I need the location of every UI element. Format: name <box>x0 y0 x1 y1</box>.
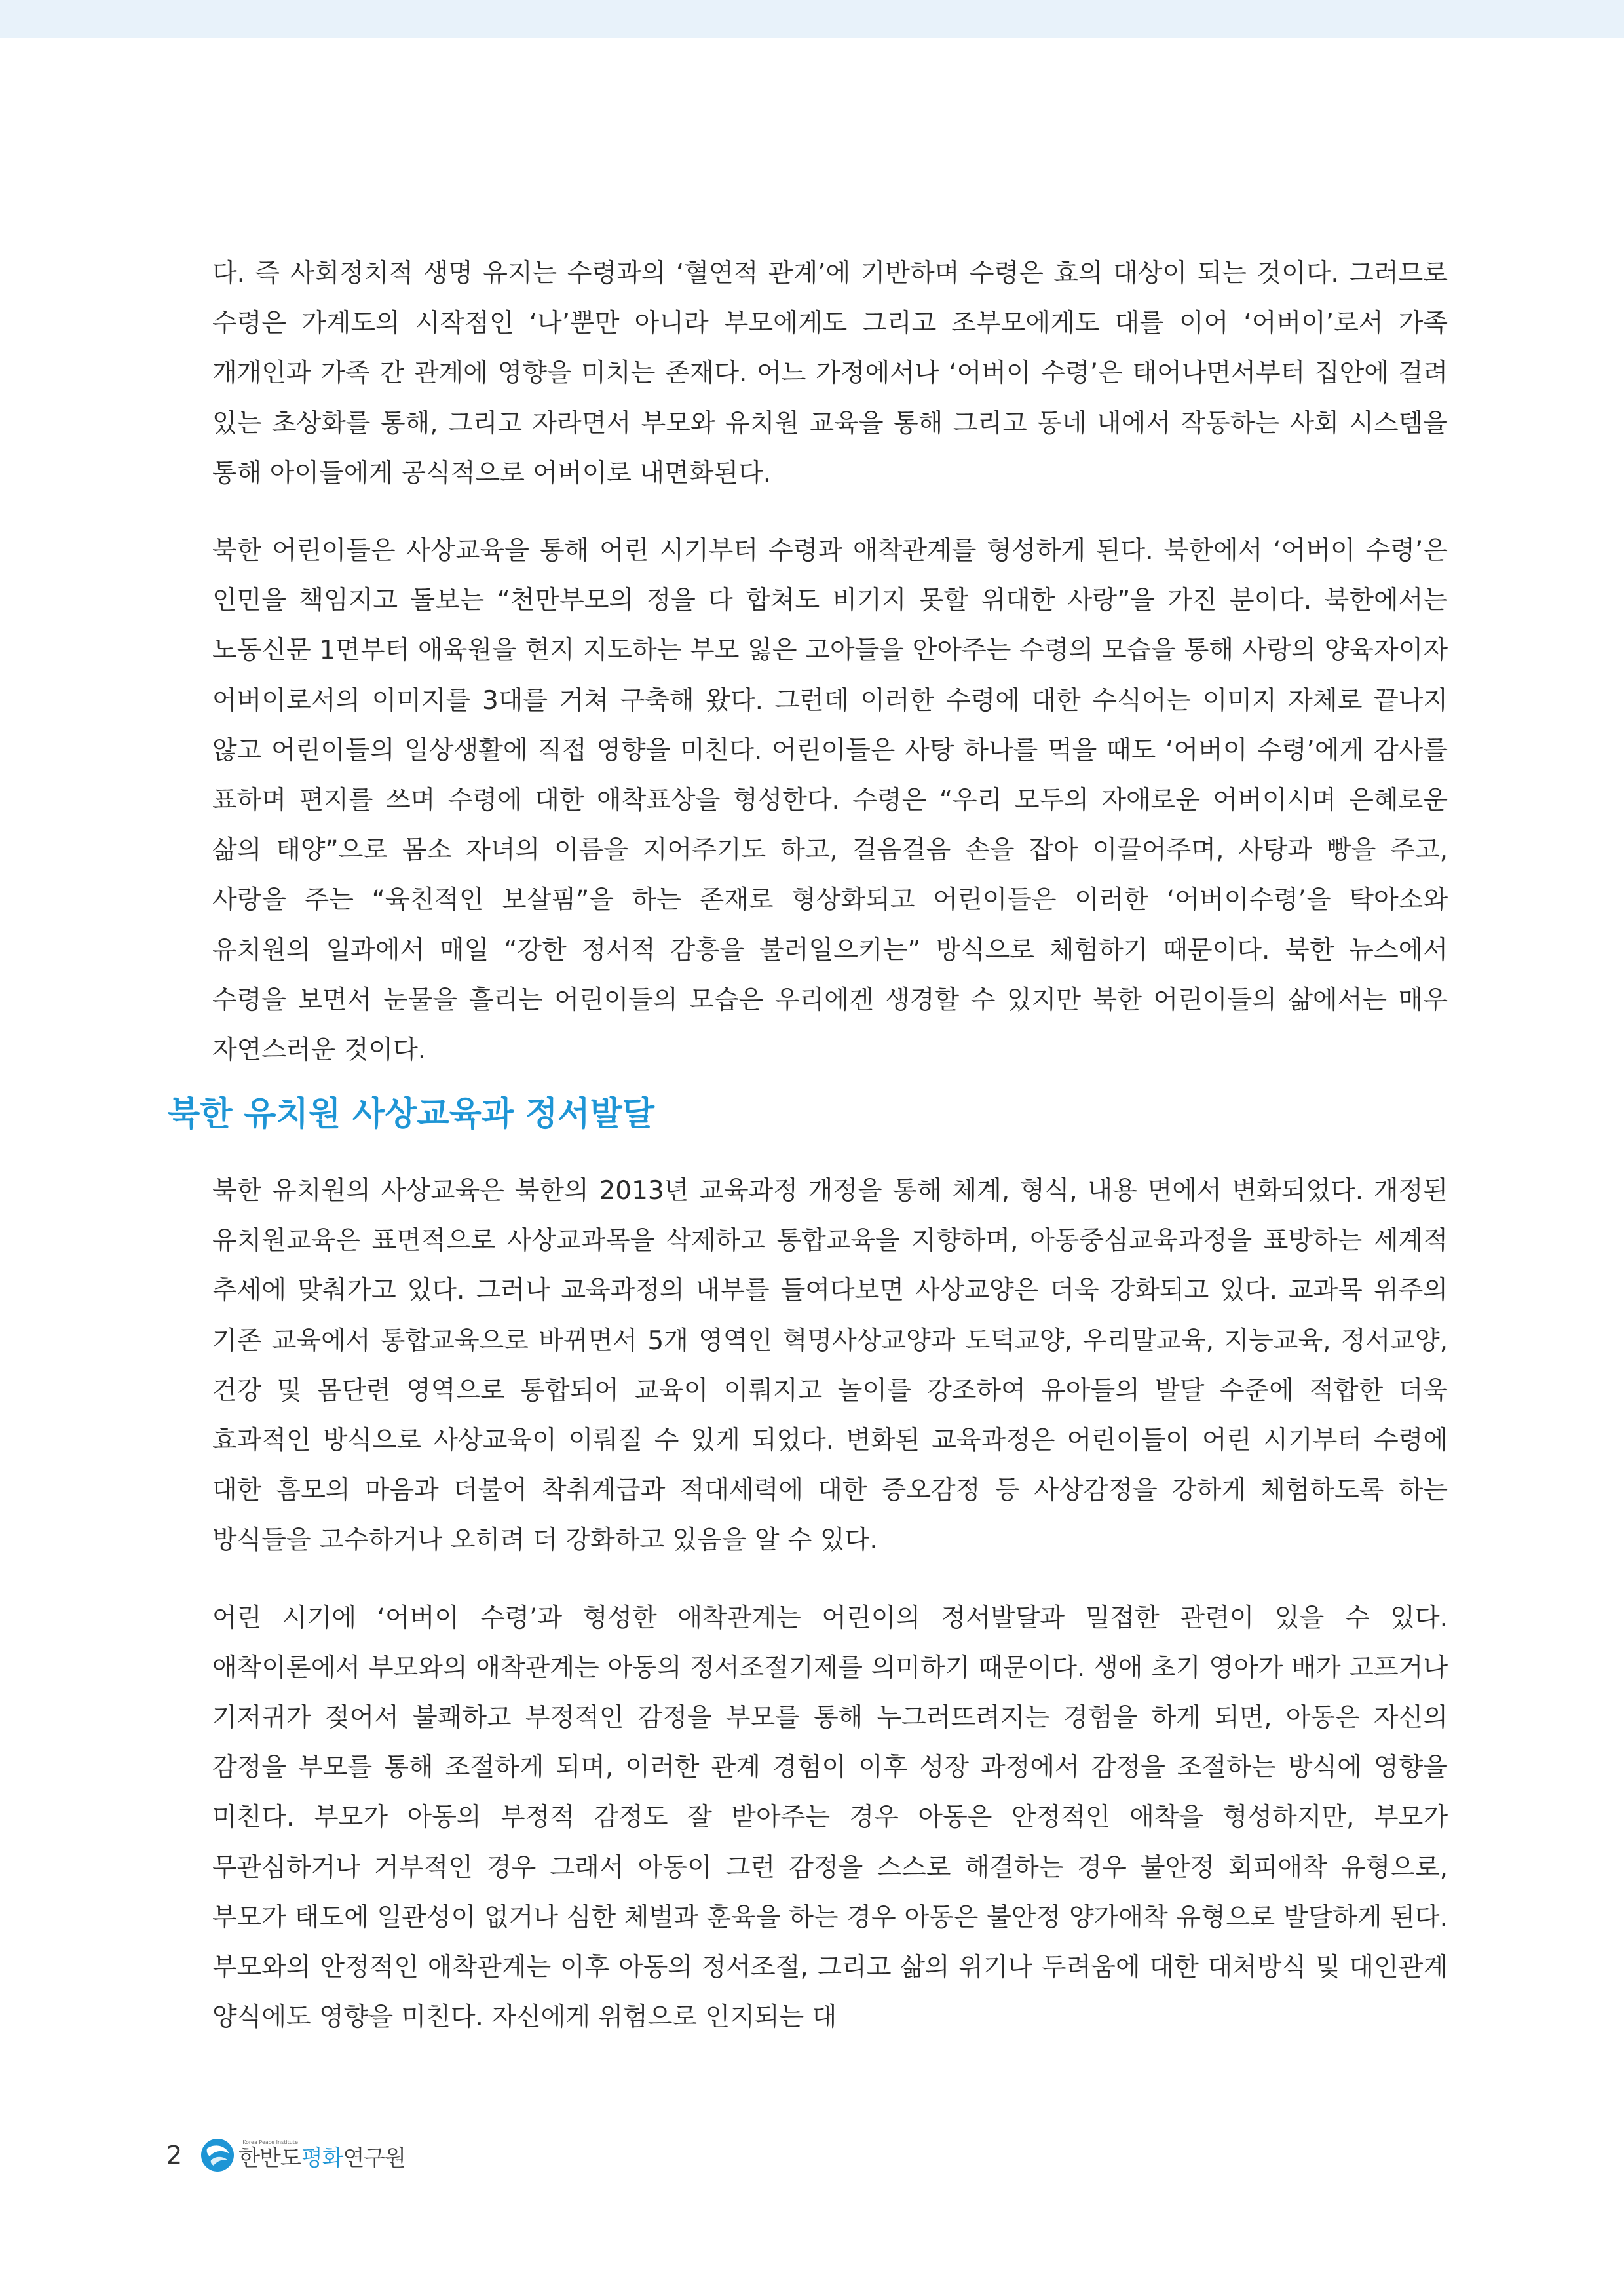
body-paragraph: 다. 즉 사회정치적 생명 유지는 수령과의 ‘혈연적 관계’에 기반하며 수령은 효의 대상이 되는 것이다. 그러므로 수령은 가계도의 시작점인 ‘나’뿐만 아니라 부모에게도 그리고 조부모에게도 대를 이어 ‘어버이’로서 가족 개개인과 가족 간 관계에 영향을 미치는 존재다. 어느 가정에서나 ‘어버이 수령’은 태어나면서부터 집안에 걸려 있는 초상화를 통해, 그리고 자라면서 부모와 유치원 교육을 통해 그리고 동네 내에서 작동하는 사회 시스템을 통해 아이들에게 공식적으로 어버이로 내면화된다. <box>212 259 1448 488</box>
body-paragraph: 어린 시기에 ‘어버이 수령’과 형성한 애착관계는 어린이의 정서발달과 밀접한 관련이 있을 수 있다. 애착이론에서 부모와의 애착관계는 아동의 정서조절기제를 의미하기 때문이다. 생애 초기 영아가 배가 고프거나 기저귀가 젖어서 불쾌하고 부정적인 감정을 부모를 통해 누그러뜨려지는 경험을 하게 되면, 아동은 자신의 감정을 부모를 통해 조절하게 되며, 이러한 관계 경험이 이후 성장 과정에서 감정을 조절하는 방식에 영향을 미친다. 부모가 아동의 부정적 감정도 잘 받아주는 경우 아동은 안정적인 애착을 형성하지만, 부모가 무관심하거나 거부적인 경우 그래서 아동이 그런 감정을 스스로 해결하는 경우 불안정 회피애착 유형으로, 부모가 태도에 일관성이 없거나 심한 체벌과 훈육을 하는 경우 아동은 불안정 양가애착 유형으로 발달하게 된다. 부모와의 안정적인 애착관계는 이후 아동의 정서조절, 그리고 삶의 위기나 두려움에 대한 대처방식 및 대인관계 양식에도 영향을 미친다. 자신에게 위험으로 인지되는 대 <box>212 1603 1448 2033</box>
page-number: 2 <box>166 2141 183 2170</box>
top-color-band <box>0 0 1624 38</box>
logo-korean-name <box>238 2145 406 2172</box>
page-footer <box>166 2132 406 2178</box>
body-section-2 <box>212 1166 1448 2042</box>
body-paragraph: 북한 유치원의 사상교육은 북한의 2013년 교육과정 개정을 통해 체계, 형식, 내용 면에서 변화되었다. 개정된 유치원교육은 표면적으로 사상교과목을 삭제하고 통합교육을 지향하며, 아동중심교육과정을 표방하는 세계적 추세에 맞춰가고 있다. 그러나 교육과정의 내부를 들여다보면 사상교양은 더욱 강화되고 있다. 교과목 위주의 기존 교육에서 통합교육으로 바뀌면서 5개 영역인 혁명사상교양과 도덕교양, 우리말교육, 지능교육, 정서교양, 건강 및 몸단련 영역으로 통합되어 교육이 이뤄지고 놀이를 강조하여 유아들의 발달 수준에 적합한 더욱 효과적인 방식으로 사상교육이 이뤄질 수 있게 되었다. 변화된 교육과정은 어린이들이 어린 시기부터 수령에 대한 흠모의 마음과 더불어 착취계급과 적대세력에 대한 증오감정 등 사상감정을 강하게 체험하도록 하는 방식들을 고수하거나 오히려 더 강화하고 있음을 알 수 있다. <box>212 1176 1448 1556</box>
korea-peace-institute-logo-icon <box>199 2137 236 2173</box>
body-paragraph: 북한 어린이들은 사상교육을 통해 어린 시기부터 수령과 애착관계를 형성하게 된다. 북한에서 ‘어버이 수령’은 인민을 책임지고 돌보는 “천만부모의 정을 다 합쳐도 비기지 못할 위대한 사랑”을 가진 분이다. 북한에서는 노동신문 1면부터 애육원을 현지 지도하는 부모 잃은 고아들을 안아주는 수령의 모습을 통해 사랑의 양육자이자 어버이로서의 이미지를 3대를 거쳐 구축해 왔다. 그런데 이러한 수령에 대한 수식어는 이미지 자체로 끝나지 않고 어린이들의 일상생활에 직접 영향을 미친다. 어린이들은 사탕 하나를 먹을 때도 ‘어버이 수령’에게 감사를 표하며 편지를 쓰며 수령에 대한 애착표상을 형성한다. 수령은 “우리 모두의 자애로운 어버이시며 은혜로운 삶의 태양”으로 몸소 자녀의 이름을 지어주기도 하고, 걸음걸음 손을 잡아 이끌어주며, 사탕과 빵을 주고, 사랑을 주는 “육친적인 보살핌”을 하는 존재로 형상화되고 어린이들은 이러한 ‘어버이수령’을 탁아소와 유치원의 일과에서 매일 “강한 정서적 감흥을 불러일으키는” 방식으로 체험하기 때문이다. 북한 뉴스에서 수령을 보면서 눈물을 흘리는 어린이들의 모습은 우리에겐 생경할 수 있지만 북한 어린이들의 삶에서는 매우 자연스러운 것이다. <box>212 536 1448 1065</box>
section-heading: 북한 유치원 사상교육과 정서발달 <box>168 1095 654 1134</box>
logo-korean-part: 연구원 <box>343 2145 406 2172</box>
body-section-1 <box>212 249 1448 1075</box>
logo-english-name: Korea Peace Institute <box>242 2139 298 2145</box>
logo-korean-part: 평화 <box>301 2145 343 2172</box>
publisher-logo <box>199 2137 406 2173</box>
logo-korean-part: 한반도 <box>238 2145 301 2172</box>
